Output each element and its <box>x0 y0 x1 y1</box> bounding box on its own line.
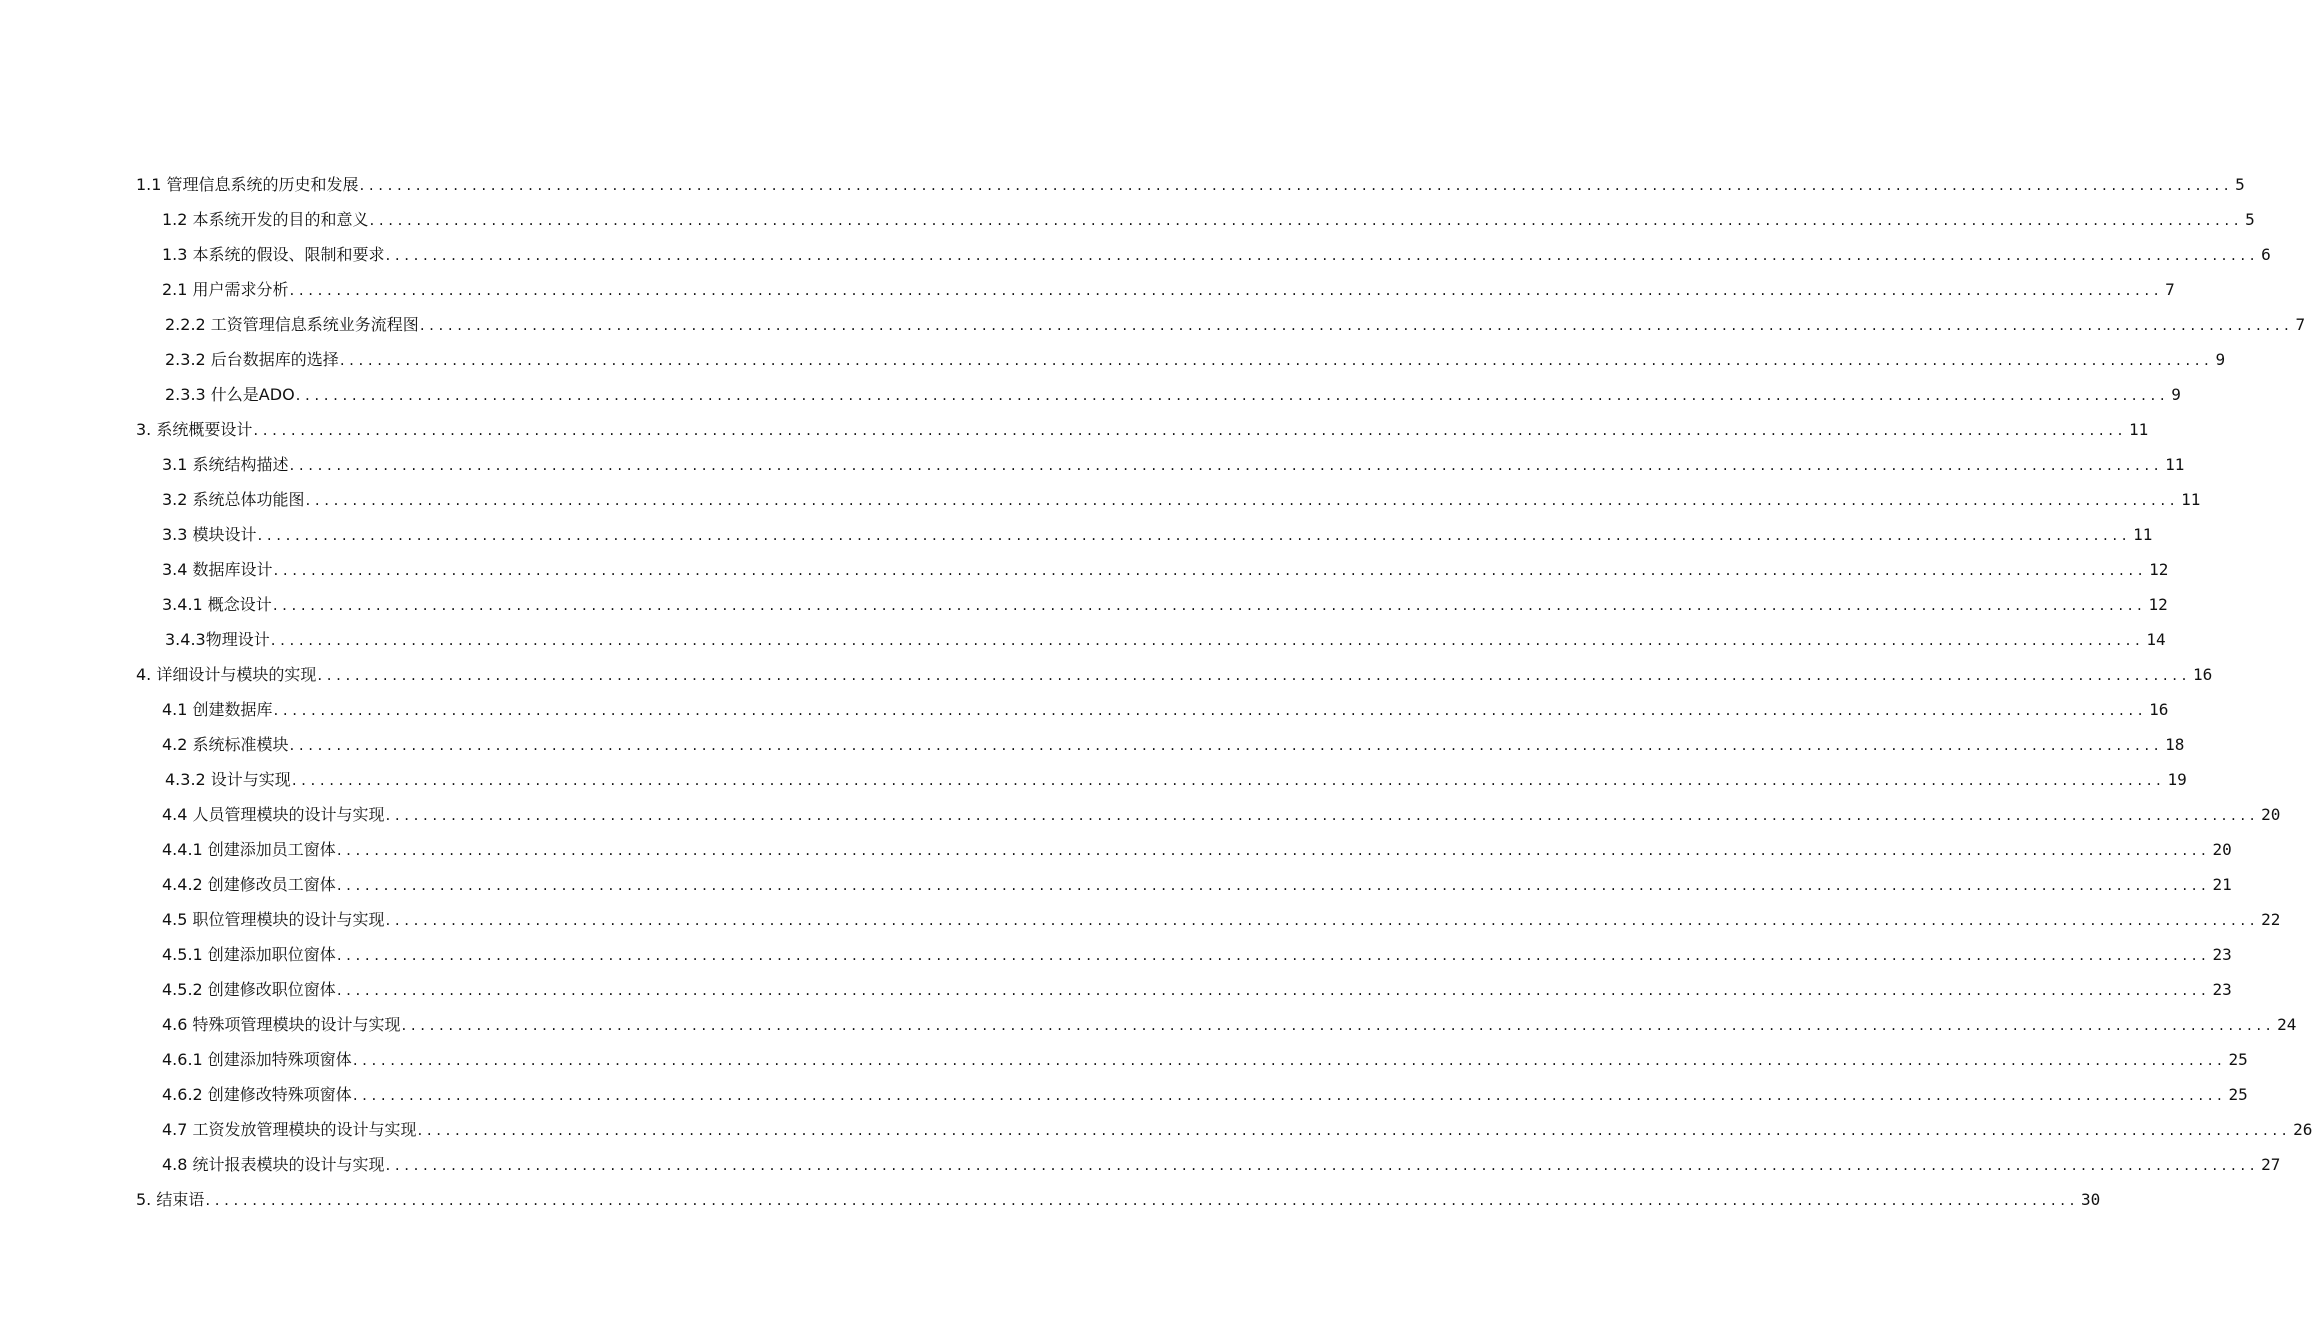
toc-entry-label: 2.1 用户需求分析 <box>162 280 289 299</box>
toc-entry[interactable] <box>162 243 2271 267</box>
toc-dot-leader: ........................................................................................................................................................................................................ <box>317 666 2191 684</box>
toc-entry[interactable] <box>162 278 2175 302</box>
toc-entry[interactable] <box>162 908 2281 932</box>
toc-page-number: 23 <box>2212 980 2232 999</box>
toc-entry-label: 3.4.3物理设计 <box>165 630 270 649</box>
toc-dot-leader: ........................................................................................................................................................................................................ <box>289 281 2164 299</box>
toc-dot-leader: ........................................................................................................................................................................................................ <box>336 841 2211 859</box>
toc-entry-label: 4.5 职位管理模块的设计与实现 <box>162 910 385 929</box>
toc-entry[interactable] <box>136 1188 2101 1212</box>
toc-page-number: 27 <box>2261 1155 2281 1174</box>
toc-entry-label: 3.4.1 概念设计 <box>162 595 272 614</box>
toc-entry[interactable] <box>165 313 2306 337</box>
toc-dot-leader: ........................................................................................................................................................................................................ <box>385 246 2260 264</box>
toc-page-number: 7 <box>2295 315 2306 334</box>
toc-entry[interactable] <box>162 873 2232 897</box>
toc-entry[interactable] <box>165 768 2187 792</box>
toc-entry[interactable] <box>165 383 2181 407</box>
toc-entry-label: 4.4 人员管理模块的设计与实现 <box>162 805 385 824</box>
toc-entry-label: 4.4.1 创建添加员工窗体 <box>162 840 336 859</box>
toc-entry[interactable] <box>162 803 2281 827</box>
toc-page-number: 12 <box>2149 560 2169 579</box>
toc-page-number: 12 <box>2148 595 2168 614</box>
toc-page-number: 30 <box>2080 1190 2101 1209</box>
toc-page-number: 25 <box>2228 1085 2248 1104</box>
toc-entry[interactable] <box>136 663 2213 687</box>
toc-dot-leader: ........................................................................................................................................................................................................ <box>419 316 2294 334</box>
toc-entry[interactable] <box>162 593 2168 617</box>
toc-dot-leader: ........................................................................................................................................................................................................ <box>417 1121 2292 1139</box>
toc-dot-leader: ........................................................................................................................................................................................................ <box>385 806 2260 824</box>
toc-page-number: 22 <box>2261 910 2281 929</box>
toc-entry-label: 3.1 系统结构描述 <box>162 455 289 474</box>
toc-page-number: 18 <box>2165 735 2185 754</box>
toc-dot-leader: ........................................................................................................................................................................................................ <box>270 631 2145 649</box>
toc-dot-leader: ........................................................................................................................................................................................................ <box>336 981 2211 999</box>
toc-dot-leader: ........................................................................................................................................................................................................ <box>352 1051 2227 1069</box>
toc-entry[interactable] <box>136 173 2245 197</box>
toc-page-number: 11 <box>2181 490 2201 509</box>
toc-entry-label: 1.2 本系统开发的目的和意义 <box>162 210 369 229</box>
toc-page-number: 9 <box>2215 350 2226 369</box>
toc-page-number: 9 <box>2171 385 2181 404</box>
toc-page-number: 5 <box>2245 210 2255 229</box>
toc-entry[interactable] <box>162 838 2232 862</box>
toc-entry-label: 1.3 本系统的假设、限制和要求 <box>162 245 385 264</box>
toc-page-number: 14 <box>2146 630 2166 649</box>
toc-entry[interactable] <box>162 1118 2312 1142</box>
toc-entry[interactable] <box>162 558 2169 582</box>
toc-dot-leader: ........................................................................................................................................................................................................ <box>273 561 2148 579</box>
toc-entry[interactable] <box>162 208 2255 232</box>
toc-entry-label: 4.4.2 创建修改员工窗体 <box>162 875 336 894</box>
toc-dot-leader: ........................................................................................................................................................................................................ <box>295 386 2170 404</box>
toc-entry[interactable] <box>162 943 2232 967</box>
toc-entry-label: 4.6.2 创建修改特殊项窗体 <box>162 1085 352 1104</box>
toc-dot-leader: ........................................................................................................................................................................................................ <box>273 701 2148 719</box>
toc-entry[interactable] <box>162 978 2232 1002</box>
toc-dot-leader: ........................................................................................................................................................................................................ <box>272 596 2147 614</box>
toc-dot-leader: ........................................................................................................................................................................................................ <box>205 1191 2079 1209</box>
toc-entry[interactable] <box>162 488 2201 512</box>
toc-entry[interactable] <box>162 523 2153 547</box>
toc-dot-leader: ........................................................................................................................................................................................................ <box>336 946 2211 964</box>
toc-page-number: 20 <box>2261 805 2281 824</box>
toc-entry-label: 4.5.1 创建添加职位窗体 <box>162 945 336 964</box>
toc-entry-label: 5. 结束语 <box>136 1190 205 1209</box>
toc-entry-label: 2.3.2 后台数据库的选择 <box>165 350 339 369</box>
toc-page-number: 11 <box>2133 525 2153 544</box>
toc-page-number: 26 <box>2293 1120 2312 1139</box>
toc-entry-label: 4.1 创建数据库 <box>162 700 273 719</box>
toc-page-number: 11 <box>2128 420 2149 439</box>
toc-entry[interactable] <box>162 733 2185 757</box>
toc-page-number: 24 <box>2277 1015 2297 1034</box>
toc-dot-leader: ........................................................................................................................................................................................................ <box>352 1086 2227 1104</box>
toc-entry[interactable] <box>162 1153 2281 1177</box>
toc-page-number: 20 <box>2212 840 2232 859</box>
toc-entry-label: 4.6 特殊项管理模块的设计与实现 <box>162 1015 401 1034</box>
toc-page-number: 23 <box>2212 945 2232 964</box>
toc-entry[interactable] <box>162 1083 2248 1107</box>
toc-entry[interactable] <box>165 628 2166 652</box>
toc-entry-label: 2.2.2 工资管理信息系统业务流程图 <box>165 315 419 334</box>
toc-entry-label: 3. 系统概要设计 <box>136 420 253 439</box>
toc-dot-leader: ........................................................................................................................................................................................................ <box>385 911 2260 929</box>
toc-page-number: 19 <box>2167 770 2187 789</box>
toc-dot-leader: ........................................................................................................................................................................................................ <box>253 421 2127 439</box>
toc-entry-label: 4.6.1 创建添加特殊项窗体 <box>162 1050 352 1069</box>
toc-entry-label: 3.2 系统总体功能图 <box>162 490 305 509</box>
toc-page-number: 11 <box>2165 455 2185 474</box>
toc-page-number: 21 <box>2212 875 2232 894</box>
toc-entry[interactable] <box>165 348 2226 372</box>
toc-entry[interactable] <box>136 418 2149 442</box>
toc-page-number: 16 <box>2149 700 2169 719</box>
toc-dot-leader: ........................................................................................................................................................................................................ <box>385 1156 2260 1174</box>
toc-entry-label: 1.1 管理信息系统的历史和发展 <box>136 175 359 194</box>
toc-page-number: 5 <box>2235 175 2245 194</box>
toc-entry-label: 3.4 数据库设计 <box>162 560 273 579</box>
toc-dot-leader: ........................................................................................................................................................................................................ <box>257 526 2132 544</box>
toc-dot-leader: ........................................................................................................................................................................................................ <box>369 211 2244 229</box>
toc-dot-leader: ........................................................................................................................................................................................................ <box>289 736 2164 754</box>
toc-entry[interactable] <box>162 1013 2297 1037</box>
toc-entry-label: 4.8 统计报表模块的设计与实现 <box>162 1155 385 1174</box>
toc-dot-leader: ........................................................................................................................................................................................................ <box>401 1016 2276 1034</box>
toc-entry-label: 4.2 系统标准模块 <box>162 735 289 754</box>
toc-entry[interactable] <box>162 1048 2248 1072</box>
toc-dot-leader: ........................................................................................................................................................................................................ <box>359 176 2234 194</box>
toc-dot-leader: ........................................................................................................................................................................................................ <box>289 456 2164 474</box>
toc-page-number: 16 <box>2192 665 2213 684</box>
toc-page-number: 6 <box>2261 245 2271 264</box>
toc-entry[interactable] <box>162 698 2169 722</box>
toc-page-number: 7 <box>2165 280 2175 299</box>
toc-dot-leader: ........................................................................................................................................................................................................ <box>336 876 2211 894</box>
toc-dot-leader: ........................................................................................................................................................................................................ <box>339 351 2214 369</box>
toc-entry-label: 3.3 模块设计 <box>162 525 257 544</box>
toc-entry-label: 4. 详细设计与模块的实现 <box>136 665 317 684</box>
toc-entry-label: 4.3.2 设计与实现 <box>165 770 291 789</box>
toc-dot-leader: ........................................................................................................................................................................................................ <box>305 491 2180 509</box>
toc-page-number: 25 <box>2228 1050 2248 1069</box>
toc-dot-leader: ........................................................................................................................................................................................................ <box>291 771 2166 789</box>
toc-entry-label: 4.5.2 创建修改职位窗体 <box>162 980 336 999</box>
toc-entry-label: 4.7 工资发放管理模块的设计与实现 <box>162 1120 417 1139</box>
toc-entry-label: 2.3.3 什么是ADO <box>165 385 295 404</box>
toc-entry[interactable] <box>162 453 2185 477</box>
